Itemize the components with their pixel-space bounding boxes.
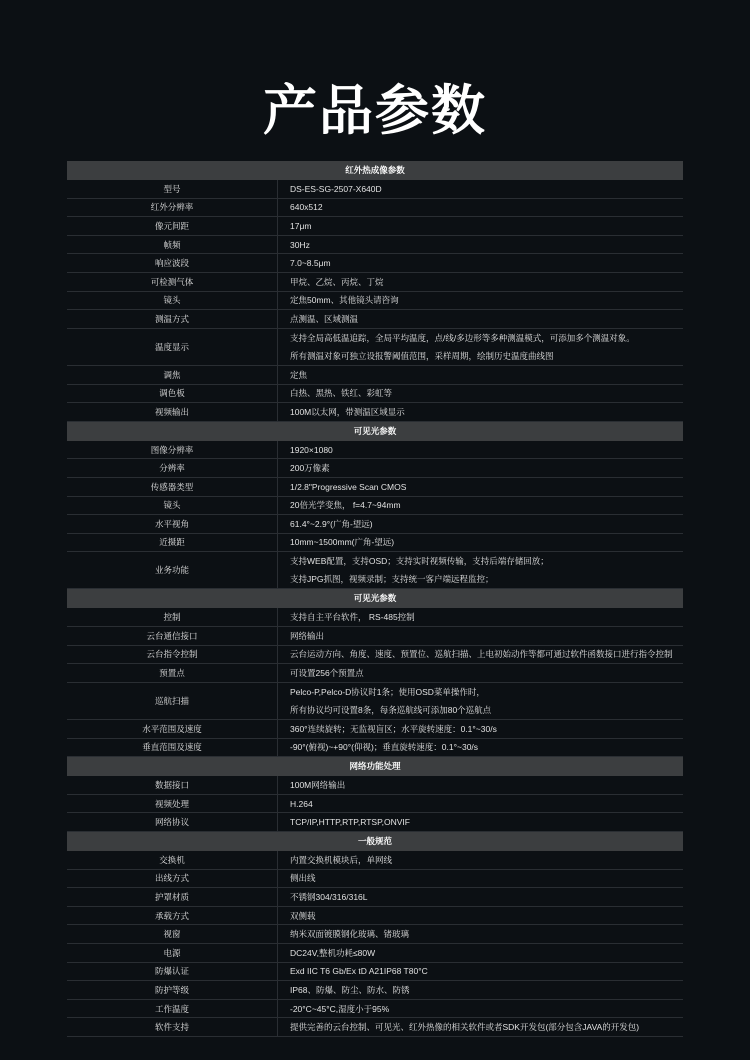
spec-value-line: 白热、黑热、铁红、彩虹等 <box>290 388 393 399</box>
spec-value-line: 纳米双面镀膜钢化玻璃、锗玻璃 <box>290 929 410 940</box>
spec-value-line: 支持WEB配置，支持OSD；支持实时视频传输，支持后端存储回放； <box>290 556 549 567</box>
spec-row <box>67 236 683 255</box>
spec-value <box>277 870 683 888</box>
spec-value-line: 点测温、区域测温 <box>290 313 359 324</box>
spec-row <box>67 608 683 627</box>
spec-value <box>277 981 683 999</box>
spec-value <box>277 497 683 515</box>
spec-row <box>67 851 683 870</box>
spec-row <box>67 459 683 478</box>
spec-value <box>277 608 683 626</box>
spec-label: 镜头 <box>163 500 181 511</box>
spec-value <box>277 254 683 272</box>
spec-value-line: 200万像素 <box>290 463 330 474</box>
spec-section <box>67 161 683 422</box>
spec-label: 可检测气体 <box>150 276 194 287</box>
spec-label: 数据接口 <box>154 780 189 791</box>
spec-value <box>277 944 683 962</box>
spec-table <box>67 161 683 1037</box>
section-header: 网络功能处理 <box>67 757 683 776</box>
spec-label: 巡航扫描 <box>154 695 189 706</box>
spec-value-line: 定焦 <box>290 369 308 380</box>
spec-label: 预置点 <box>159 668 185 679</box>
spec-label: 调焦 <box>163 369 181 380</box>
spec-label: 响应波段 <box>154 258 189 269</box>
spec-value <box>277 534 683 552</box>
spec-value-line: 10mm~1500mm(广角-望远) <box>290 537 395 548</box>
spec-value-line: 内置交换机模块后，单网线 <box>290 854 393 865</box>
spec-value-line: H.264 <box>290 798 313 809</box>
spec-row <box>67 217 683 236</box>
spec-value-line: 1920×1080 <box>290 444 333 455</box>
spec-label: 电源 <box>163 947 181 958</box>
spec-row <box>67 776 683 795</box>
spec-value-line: IP68、防爆、防尘、防水、防锈 <box>290 984 410 995</box>
spec-label: 测温方式 <box>154 313 189 324</box>
spec-value <box>277 310 683 328</box>
spec-value-line: Exd IIC T6 Gb/Ex tD A21IP68 T80°C <box>290 966 428 977</box>
spec-label: 云台通信接口 <box>146 630 198 641</box>
spec-label: 水平范围及速度 <box>142 723 202 734</box>
spec-row <box>67 925 683 944</box>
spec-value-line: 100M以太网，带测温区域显示 <box>290 406 405 417</box>
spec-row <box>67 683 683 720</box>
spec-value <box>277 813 683 831</box>
spec-row <box>67 1000 683 1019</box>
spec-value <box>277 180 683 198</box>
spec-label: 业务功能 <box>154 565 189 576</box>
spec-value <box>277 907 683 925</box>
spec-value <box>277 515 683 533</box>
spec-value-line: 100M网络输出 <box>290 780 346 791</box>
section-header: 红外热成像参数 <box>67 161 683 180</box>
spec-row <box>67 329 683 366</box>
spec-label: 视频输出 <box>154 406 189 417</box>
spec-label: 帧频 <box>163 239 181 250</box>
spec-label: 红外分辨率 <box>150 202 194 213</box>
spec-row <box>67 478 683 497</box>
spec-row <box>67 403 683 422</box>
spec-value-line: -20°C~45°C,湿度小于95% <box>290 1003 390 1014</box>
spec-label: 软件支持 <box>154 1022 189 1033</box>
spec-label: 垂直范围及速度 <box>142 742 202 753</box>
spec-label: 承载方式 <box>154 910 189 921</box>
spec-value-line: 提供完善的云台控制、可见光、红外热像的相关软件或者SDK开发包(部分包含JAVA的开发包) <box>290 1022 640 1033</box>
spec-row <box>67 813 683 832</box>
spec-label: 视频处理 <box>154 798 189 809</box>
spec-value-line: 1/2.8"Progressive Scan CMOS <box>290 481 407 492</box>
spec-value <box>277 236 683 254</box>
spec-value <box>277 366 683 384</box>
spec-value <box>277 720 683 738</box>
spec-value <box>277 739 683 757</box>
spec-label: 镜头 <box>163 295 181 306</box>
spec-value <box>277 459 683 477</box>
spec-row <box>67 739 683 758</box>
spec-value-line: 支持全局高低温追踪，全局平均温度，点/线/多边形等多种测温模式，可添加多个测温对象。 <box>290 332 635 343</box>
spec-label: 调色板 <box>159 388 185 399</box>
spec-row <box>67 310 683 329</box>
spec-row <box>67 627 683 646</box>
spec-label: 像元间距 <box>154 220 189 231</box>
spec-value-line: 云台运动方向、角度、速度、预置位、巡航扫描、上电初始动作等都可通过软件函数接口进行指令控制 <box>290 649 673 660</box>
spec-value-line: 网络输出 <box>290 630 325 641</box>
spec-row <box>67 515 683 534</box>
spec-value-line: 双侧载 <box>290 910 316 921</box>
section-header: 可见光参数 <box>67 589 683 608</box>
spec-value <box>277 199 683 217</box>
spec-row <box>67 441 683 460</box>
spec-row <box>67 366 683 385</box>
spec-value-line: 所有测温对象可独立设报警阈值范围，采样周期，绘制历史温度曲线图 <box>290 350 554 361</box>
spec-value <box>277 664 683 682</box>
spec-row <box>67 552 683 589</box>
spec-value <box>277 851 683 869</box>
spec-value <box>277 1000 683 1018</box>
spec-value-line: 20倍光学变焦， f=4.7~94mm <box>290 500 401 511</box>
spec-label: 防护等级 <box>154 984 189 995</box>
spec-label: 温度显示 <box>154 341 189 352</box>
spec-value <box>277 627 683 645</box>
spec-row <box>67 273 683 292</box>
page-title: 产品参数 <box>263 79 487 142</box>
spec-value <box>277 292 683 310</box>
spec-value-line: 所有协议均可设置8条，每条巡航线可添加80个巡航点 <box>290 704 492 715</box>
spec-label: 防爆认证 <box>154 966 189 977</box>
spec-label: 出线方式 <box>154 873 189 884</box>
spec-label: 工作温度 <box>154 1003 189 1014</box>
spec-row <box>67 888 683 907</box>
spec-value-line: 可设置256个预置点 <box>290 668 364 679</box>
spec-row <box>67 795 683 814</box>
spec-value-line: 7.0~8.5μm <box>290 258 331 269</box>
spec-value <box>277 441 683 459</box>
spec-row <box>67 907 683 926</box>
spec-value-line: 61.4°~2.9°(广角-望远) <box>290 518 373 529</box>
spec-label: 护罩材质 <box>154 891 189 902</box>
spec-label: 网络协议 <box>154 817 189 828</box>
spec-label: 传感器类型 <box>150 481 194 492</box>
spec-label: 云台指令控制 <box>146 649 198 660</box>
spec-value-line: 支持自主平台软件， RS-485控制 <box>290 612 415 623</box>
spec-label: 图像分辨率 <box>150 444 194 455</box>
spec-row <box>67 664 683 683</box>
spec-row <box>67 963 683 982</box>
spec-row <box>67 385 683 404</box>
spec-value <box>277 478 683 496</box>
spec-value <box>277 1018 683 1036</box>
spec-row <box>67 497 683 516</box>
spec-value <box>277 888 683 906</box>
spec-row <box>67 180 683 199</box>
spec-row <box>67 292 683 311</box>
spec-value-line: 30Hz <box>290 239 310 250</box>
spec-value <box>277 403 683 421</box>
spec-label: 控制 <box>163 612 181 623</box>
spec-row <box>67 199 683 218</box>
spec-section <box>67 757 683 832</box>
spec-label: 水平视角 <box>154 518 189 529</box>
spec-value-line: 640x512 <box>290 202 323 213</box>
section-header: 可见光参数 <box>67 422 683 441</box>
spec-label: 型号 <box>163 183 181 194</box>
spec-value-line: 360°连续旋转；无监视盲区；水平旋转速度：0.1°~30/s <box>290 723 497 734</box>
spec-value <box>277 552 683 588</box>
spec-label: 分辨率 <box>159 463 185 474</box>
spec-value <box>277 385 683 403</box>
spec-value <box>277 776 683 794</box>
spec-row <box>67 1018 683 1037</box>
spec-label: 交换机 <box>159 854 185 865</box>
spec-value-line: 不锈钢304/316/316L <box>290 891 368 902</box>
spec-value-line: 支持JPG抓图，视频录制；支持统一客户端远程监控； <box>290 574 494 585</box>
spec-section <box>67 422 683 590</box>
spec-value-line: 17μm <box>290 220 312 231</box>
spec-label: 近摄距 <box>159 537 185 548</box>
spec-row <box>67 254 683 273</box>
spec-value-line: Pelco-P,Pelco-D协议时1条；使用OSD菜单操作时， <box>290 686 485 697</box>
spec-value <box>277 646 683 664</box>
spec-label: 视窗 <box>163 929 181 940</box>
spec-row <box>67 646 683 665</box>
spec-value-line: 定焦50mm、其他镜头请咨询 <box>290 295 399 306</box>
spec-value-line: -90°(俯视)~+90°(仰视)；垂直旋转速度：0.1°~30/s <box>290 742 479 753</box>
spec-value <box>277 329 683 365</box>
spec-row <box>67 720 683 739</box>
spec-value-line: TCP/IP,HTTP,RTP,RTSP,ONVIF <box>290 817 410 828</box>
spec-value <box>277 795 683 813</box>
spec-value-line: DC24V,整机功耗≤80W <box>290 947 376 958</box>
spec-value-line: 甲烷、乙烷、丙烷、丁烷 <box>290 276 384 287</box>
spec-value <box>277 273 683 291</box>
spec-section <box>67 832 683 1037</box>
spec-row <box>67 870 683 889</box>
spec-value <box>277 217 683 235</box>
spec-value-line: 侧出线 <box>290 873 316 884</box>
spec-row <box>67 944 683 963</box>
spec-row <box>67 534 683 553</box>
section-header: 一般规范 <box>67 832 683 851</box>
spec-value <box>277 925 683 943</box>
spec-row <box>67 981 683 1000</box>
spec-value <box>277 963 683 981</box>
spec-value-line: DS-ES-SG-2507-X640D <box>290 183 382 194</box>
spec-section <box>67 589 683 757</box>
spec-value <box>277 683 683 719</box>
